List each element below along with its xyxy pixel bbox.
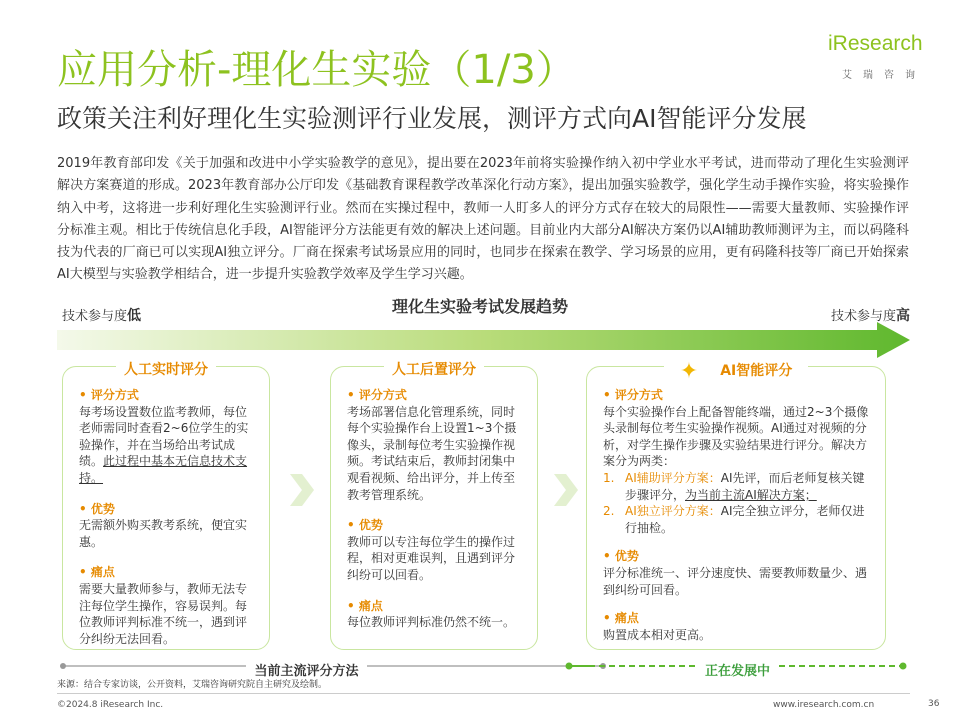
intro-paragraph: 2019年教育部印发《关于加强和改进中小学实验教学的意见》，提出要在2023年前将实验操作纳入初中学业水平考试，进而带动了理化生实验测评解决方案赛道的形成。2023年教育部办公厅印发《基础教育课程教学改革深化行动方案》，提出加强实验教学，强化学生动手操作实验，将实验操作纳入中考，这将进一步利好理化生实验测评行业。然而在实操过程中，教师一人盯多人的评分方式存在较大的局限性——需要大量教师、实验操作评分标准主观。相比于传统信息化手段，AI智能评分方法能更有效的解决上述问题。目前业内大部分AI解决方案仍以AI辅助教师测评为主，而以码隆科技为代表的厂商已可以实现AI独立评分。厂商在探索考试场景应用的同时，也同步在探索在教学、学习场景的应用，更有码隆科技等厂商已开始探索AI大模型与实验教学相结合，进一步提升实验教学效率及学生学习兴趣。: [57, 156, 909, 283]
section-text: 无需额外购买教考系统，便宜实惠。: [79, 518, 248, 549]
copyright: ©2024.8 iResearch Inc.: [57, 700, 164, 710]
tech-level-high-value: 高: [896, 308, 910, 324]
footer-url: www.iresearch.com.cn: [773, 700, 875, 710]
developing-label-text: 正在发展中: [697, 664, 778, 679]
section-title: • 评分方式: [79, 387, 257, 404]
trend-title: 理化生实验考试发展趋势: [391, 297, 568, 316]
section-title: • 痛点: [603, 610, 873, 627]
section-text: 购置成本相对更高。: [603, 627, 712, 642]
developing-label: [585, 660, 890, 679]
page-number: 36: [928, 699, 940, 709]
page-title: 应用分析-理化生实验（1/3）: [57, 47, 576, 93]
section-title: • 优势: [79, 501, 257, 518]
section-title: • 优势: [347, 517, 525, 534]
section-title: • 痛点: [79, 564, 257, 581]
card-title: 人工实时评分: [116, 359, 216, 379]
section-text-underlined: 此过程中基本无信息技术支持。: [79, 454, 248, 485]
logo-brand: iResearch: [828, 32, 923, 55]
list-item-highlight: AI独立评分方案：: [625, 504, 721, 519]
trend-arrow: [57, 322, 910, 358]
list-item-text: AI完全独立评分，老师仅进行抽检。: [625, 504, 865, 535]
sparkle-icon: ✦: [672, 359, 706, 384]
card-ai-scoring: [586, 359, 886, 650]
section-title: • 评分方式: [347, 387, 525, 404]
chevron-right-icon: [286, 470, 316, 510]
list-item-text: AI先评，而后老师复核关键步骤评分，: [625, 470, 865, 502]
section-text: 每考场设置数位监考教师，每位老师需同时查看2~6位学生的实验操作，并在当场给出考试成绩。: [79, 404, 249, 469]
list-item-highlight: AI辅助评分方案：: [625, 470, 721, 485]
card-manual-post: [330, 362, 538, 650]
page-subtitle: 政策关注利好理化生实验测评行业发展，测评方式向AI智能评分发展: [57, 104, 807, 133]
list-item: [603, 470, 873, 503]
card-title: AI智能评分: [712, 360, 800, 380]
tech-level-high-prefix: 技术参与度: [830, 309, 896, 324]
chevron-right-icon: [550, 470, 580, 510]
section-title: • 优势: [603, 548, 873, 565]
card-manual-realtime: [62, 362, 270, 650]
section-text: 每个实验操作台上配备智能终端，通过2~3个摄像头录制每位考生实验操作视频。AI通过对视频的分析，对学生操作步骤及实验结果进行评分。解决方案分为两类：: [603, 404, 869, 469]
list-item-underlined: 为当前主流AI解决方案；: [685, 487, 817, 502]
section-title: • 痛点: [347, 598, 525, 615]
footer-divider: [57, 693, 910, 694]
logo-sub: 艾瑞咨询: [842, 70, 926, 81]
card-title: 人工后置评分: [384, 359, 484, 379]
list-item: [603, 503, 873, 536]
iresearch-logo: [820, 32, 930, 92]
tech-level-low-value: 低: [127, 308, 142, 324]
section-text: 需要大量教师参与，教师无法专注每位学生操作，容易误判。每位教师评判标准不统一，遇到评分纠纷无法回看。: [79, 581, 248, 646]
current-method-label-text: 当前主流评分方法: [246, 664, 366, 679]
tech-level-low-prefix: 技术参与度: [62, 309, 128, 324]
section-text: 考场部署信息化管理系统，同时每个实验操作台上设置1~3个摄像头，录制每位考生实验操作视频。考试结束后，教师封闭集中观看视频、给出评分，并上传至教考管理系统。: [347, 404, 517, 502]
section-text: 评分标准统一、评分速度快、需要教师数量少、遇到纠纷可回看。: [603, 565, 868, 597]
section-title: • 评分方式: [603, 387, 873, 404]
section-text: 每位教师评判标准仍然不统一。: [347, 615, 516, 630]
list-item-number: 1.: [603, 470, 615, 485]
source-note: 来源：结合专家访谈，公开资料，艾瑞咨询研究院自主研究及绘制。: [57, 680, 328, 690]
section-text: 教师可以专注每位学生的操作过程，相对更难误判，且遇到评分纠纷可以回看。: [347, 534, 516, 582]
list-item-number: 2.: [603, 504, 615, 519]
